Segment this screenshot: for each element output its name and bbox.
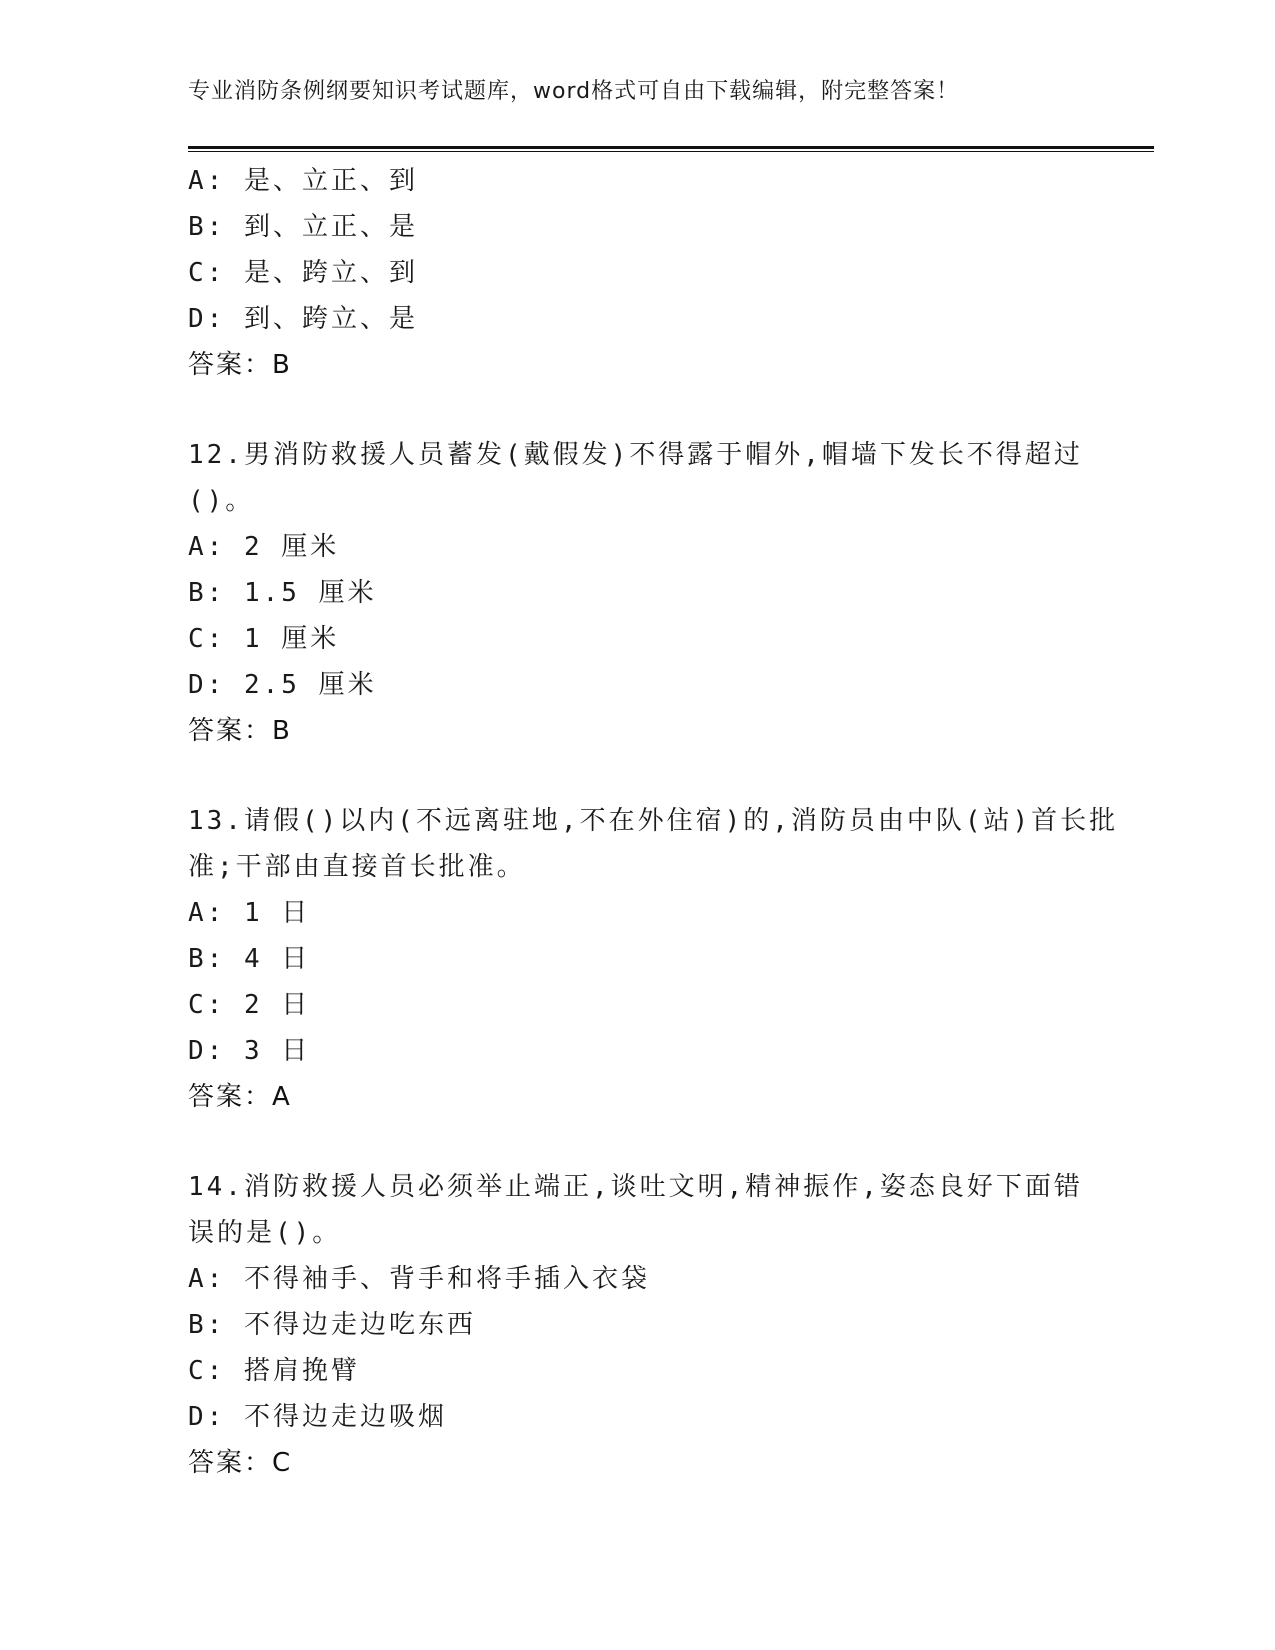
- option-key: A:: [188, 898, 226, 928]
- option-c: [188, 616, 1088, 662]
- option-a: [188, 524, 1088, 570]
- option-c: [188, 982, 1088, 1028]
- option-key: C:: [188, 1356, 226, 1386]
- option-d: [188, 296, 1088, 342]
- option-text: 到、立正、是: [243, 212, 418, 242]
- answer-line: 答案：C: [188, 1448, 293, 1478]
- option-key: C:: [188, 990, 226, 1020]
- option-text: 是、跨立、到: [243, 258, 418, 288]
- option-text: 搭肩挽臂: [243, 1356, 360, 1386]
- question-14: [188, 1164, 1088, 1486]
- option-text: 4 日: [243, 944, 311, 974]
- option-key: D:: [188, 1036, 226, 1066]
- option-key: D:: [188, 304, 226, 334]
- option-text: 1 厘米: [243, 624, 340, 654]
- option-key: A:: [188, 532, 226, 562]
- option-text: 1.5 厘米: [243, 578, 377, 608]
- option-text: 1 日: [243, 898, 311, 928]
- question-list: [188, 158, 1119, 1486]
- option-a: [188, 890, 1088, 936]
- option-key: C:: [188, 624, 226, 654]
- option-text: 2.5 厘米: [243, 670, 377, 700]
- option-key: C:: [188, 258, 226, 288]
- option-key: A:: [188, 166, 226, 196]
- option-text: 2 厘米: [243, 532, 340, 562]
- carryover-question: [188, 158, 1088, 388]
- answer-line: 答案：B: [188, 350, 292, 380]
- answer-line: 答案：A: [188, 1082, 292, 1112]
- question-stem-line1: 14.消防救援人员必须举止端正,谈吐文明,精神振作,姿态良好下面错: [188, 1172, 1083, 1202]
- option-text: 不得边走边吸烟: [243, 1402, 447, 1432]
- option-a: [188, 158, 1088, 204]
- page-header: 专业消防条例纲要知识考试题库，word格式可自由下载编辑，附完整答案！: [188, 79, 960, 104]
- option-d: [188, 662, 1088, 708]
- option-key: B:: [188, 1310, 226, 1340]
- question-stem-line2: 准;干部由直接首长批准。: [188, 852, 526, 882]
- option-key: B:: [188, 944, 226, 974]
- option-text: 到、跨立、是: [243, 304, 418, 334]
- option-key: B:: [188, 578, 226, 608]
- option-b: [188, 1302, 1088, 1348]
- option-text: 不得袖手、背手和将手插入衣袋: [243, 1264, 650, 1294]
- option-text: 3 日: [243, 1036, 311, 1066]
- option-a: [188, 1256, 1088, 1302]
- question-12: [188, 432, 1088, 754]
- spacer: [188, 388, 1088, 432]
- question-stem-line2: 误的是()。: [188, 1218, 342, 1248]
- option-b: [188, 570, 1088, 616]
- question-stem-line1: 12.男消防救援人员蓄发(戴假发)不得露于帽外,帽墙下发长不得超过: [188, 440, 1083, 470]
- option-text: 是、立正、到: [243, 166, 418, 196]
- option-d: [188, 1394, 1088, 1440]
- option-key: B:: [188, 212, 226, 242]
- question-stem-line1: 13.请假()以内(不远离驻地,不在外住宿)的,消防员由中队(站)首长批: [188, 806, 1119, 836]
- option-d: [188, 1028, 1088, 1074]
- option-key: D:: [188, 670, 226, 700]
- spacer: [188, 754, 1088, 798]
- option-text: 2 日: [243, 990, 311, 1020]
- option-c: [188, 1348, 1088, 1394]
- option-b: [188, 936, 1088, 982]
- question-stem-line2: ()。: [188, 486, 255, 516]
- question-13: [188, 798, 1119, 1120]
- option-b: [188, 204, 1088, 250]
- answer-line: 答案：B: [188, 716, 292, 746]
- header-rule-thick: [188, 146, 1154, 149]
- option-text: 不得边走边吃东西: [243, 1310, 476, 1340]
- option-key: D:: [188, 1402, 226, 1432]
- header-rule-thin: [188, 151, 1154, 152]
- option-c: [188, 250, 1088, 296]
- option-key: A:: [188, 1264, 226, 1294]
- spacer: [188, 1120, 1088, 1164]
